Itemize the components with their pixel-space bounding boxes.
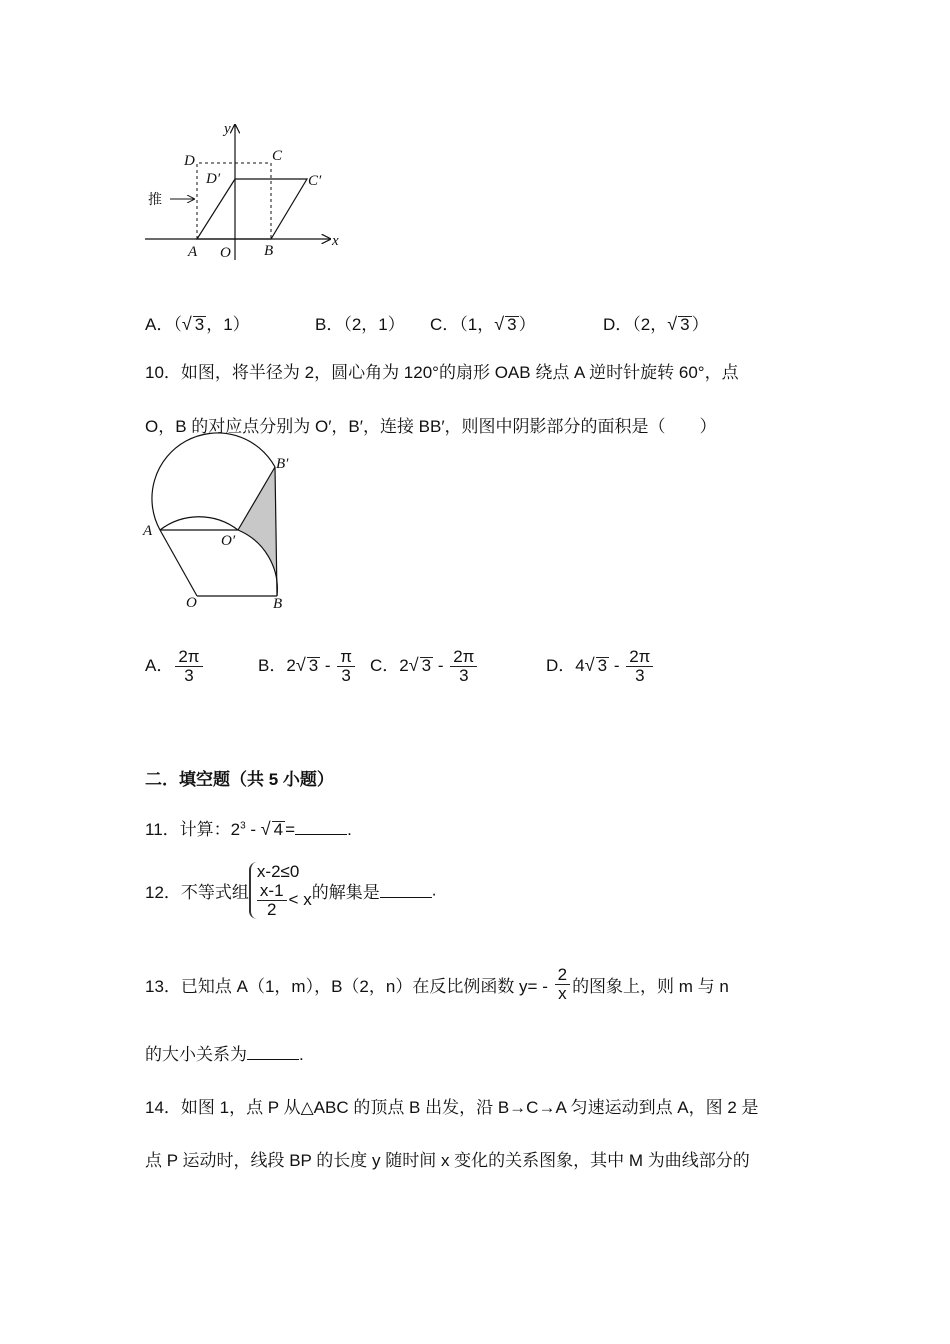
q11: 11．计算：$2^3$ - √ 4 = . (145, 819, 352, 839)
q10-option-c: C．2√ 3 - $\frac{2\pi}{3}$ (370, 648, 479, 685)
q10-option-a: A． $\frac{2\pi}{3}$ (145, 648, 205, 685)
label-D-prime: D′ (206, 171, 221, 187)
q10-option-d: D．4√ 3 - $\frac{2\pi}{3}$ (546, 648, 655, 685)
label-push: 推 (148, 192, 162, 208)
question-10-figure (140, 455, 300, 615)
fraction: $\frac{x-1}{2}$ (257, 882, 287, 919)
radical-sign: √ (667, 314, 678, 334)
label-O: O (186, 595, 197, 611)
label-D: D (184, 153, 195, 169)
q10-line-1: 10．如图，将半径为 2，圆心角为 120°的扇形 OAB 绕点 A 逆时针旋转 60°，点 (145, 363, 739, 382)
radical-sign: √ (181, 314, 192, 334)
q14-line-2: 点 P 运动时，线段 BP 的长度 y 随时间 x 变化的关系图象，其中 M 为曲线部分的 (145, 1151, 750, 1170)
label-C: C (272, 148, 283, 164)
inequality-system: x-2≤0 $\frac{x-1}{2}$ < x (249, 862, 312, 919)
fraction: $\frac{2\pi}{3}$ (450, 648, 477, 685)
question-9-figure (140, 115, 350, 265)
label-O-prime: O′ (221, 533, 236, 549)
radical-sign: √ (584, 654, 595, 675)
q9-option-c: C．（1，√ 3 ） (430, 314, 536, 334)
parallelogram-ABCprimeDprime (197, 179, 307, 239)
fraction: $\frac{2\pi}{3}$ (626, 648, 653, 685)
section-2-title: 二．填空题（共 5 小题） (145, 770, 334, 789)
answer-blank[interactable] (247, 1045, 299, 1060)
label-A: A (188, 244, 198, 260)
q12: 12．不等式组 x-2≤0 $\frac{x-1}{2}$ < x 的解集是 . (145, 862, 437, 919)
arc-A-Oprime (160, 517, 238, 530)
label-x: x (332, 233, 339, 249)
label-B: B (273, 596, 283, 612)
label-B-prime: B′ (276, 456, 289, 472)
radical-sign: √ (295, 654, 306, 675)
fraction: $\frac{2}{x}$ (555, 966, 570, 1003)
fraction: $\frac{2\pi}{3}$ (175, 648, 202, 685)
label-C-prime: C′ (308, 173, 322, 189)
shaded-region (238, 467, 277, 596)
answer-blank[interactable] (295, 820, 347, 835)
label-B: B (264, 243, 274, 259)
answer-blank[interactable] (380, 883, 432, 898)
q14-line-1: 14．如图 1，点 P 从△ABC 的顶点 B 出发，沿 B→C→A 匀速运动到点 A，图 2 是 (145, 1098, 759, 1117)
q13-line-1: 13．已知点 A（1，m），B（2，n）在反比例函数 y= - $\frac{2}{x}$ 的图象上，则 m 与 n (145, 965, 729, 1003)
radical-sign: √ (494, 314, 505, 334)
q9-option-d: D．（2，√ 3 ） (603, 314, 709, 334)
q10-line-2: O，B 的对应点分别为 O′，B′，连接 BB′，则图中阴影部分的面积是（ ） (145, 417, 717, 436)
radical-sign: √ (408, 654, 419, 675)
label-O: O (220, 245, 231, 261)
fraction: $\frac{\pi}{3}$ (337, 648, 355, 685)
label-A: A (143, 523, 153, 539)
q9-option-a: A．（√ 3 ，1） (145, 314, 250, 334)
segment-A-O (160, 530, 197, 596)
q9-option-b: B．（2，1） (315, 315, 405, 334)
q10-option-b: B．2√ 3 - $\frac{\pi}{3}$ (258, 648, 357, 685)
q13-line-2: 的大小关系为 . (145, 1045, 304, 1064)
label-y: y (224, 121, 231, 137)
radical-sign: √ (260, 819, 271, 839)
